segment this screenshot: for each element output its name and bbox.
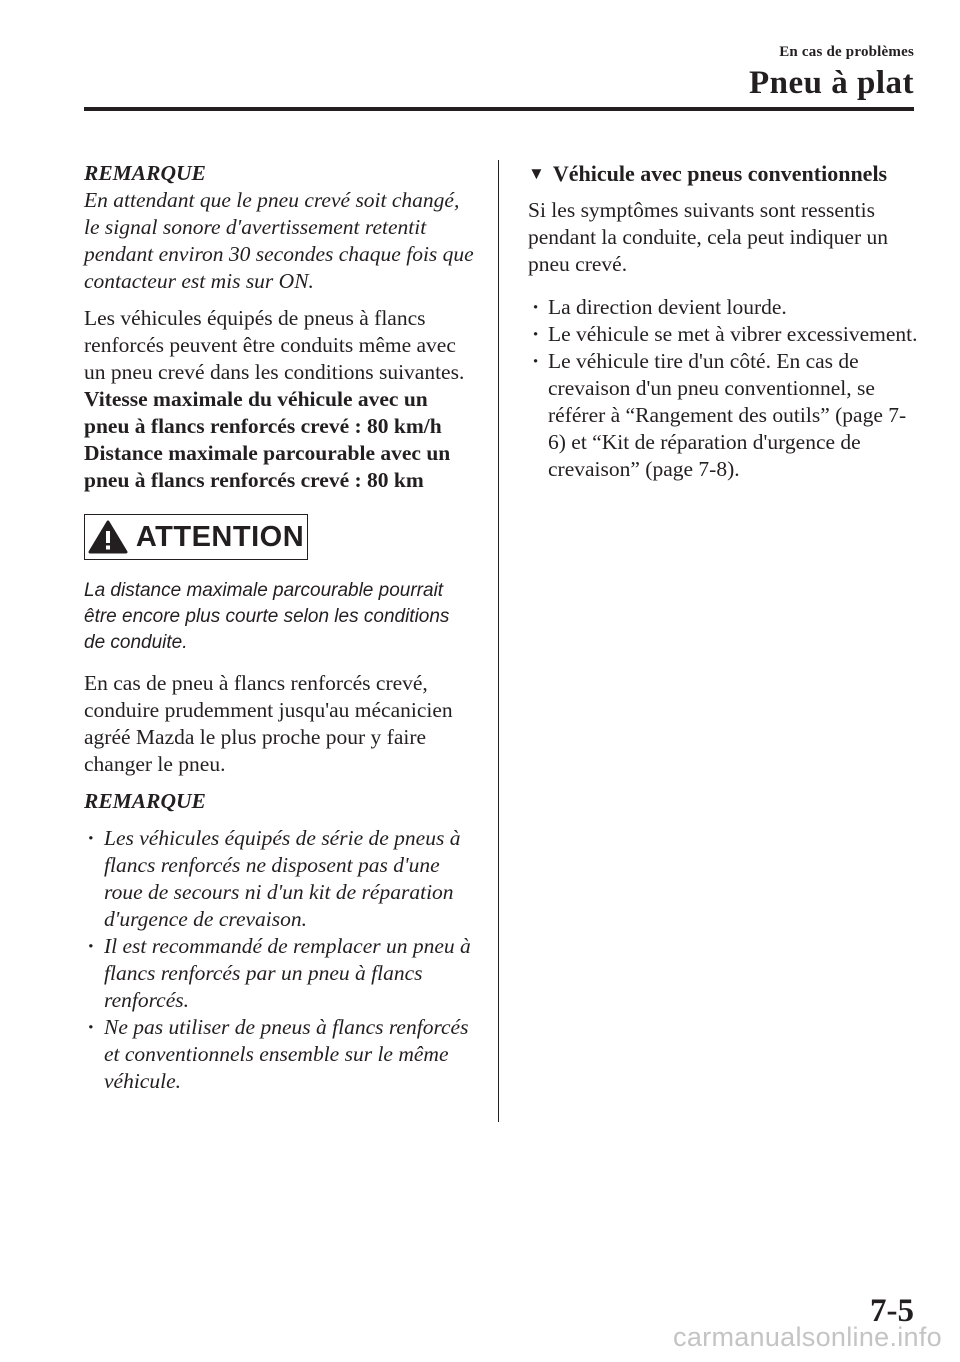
paragraph: En cas de pneu à flancs renforcés crevé, conduire prudemment jusqu'au mécanicien agréé Mazda le plus proche pour y faire changer le pneu. <box>84 671 453 776</box>
list-item: · Les véhicules équipés de série de pneus à flancs renforcés ne disposent pas d'une roue de secours ni d'un kit de réparation d'urgence de crevaison. <box>84 825 474 933</box>
remark-title: REMARQUE <box>84 161 206 185</box>
spec-distance: Distance maximale parcourable avec un pneu à flancs renforcés crevé : 80 km <box>84 441 451 492</box>
triangle-marker-icon: ▼ <box>528 164 545 183</box>
list-item: · Le véhicule tire d'un côté. En cas de crevaison d'un pneu conventionnel, se référer à “Rangement des outils” (page 7-6) et “Kit de réparation d'urgence de crevaison” (page 7-8). <box>528 348 918 483</box>
page-header <box>749 44 914 102</box>
column-divider <box>498 160 499 1122</box>
chapter-title: Pneu à plat <box>748 65 914 101</box>
page-number: 7-5 <box>870 1293 914 1329</box>
subsection-heading <box>528 160 918 187</box>
remark-list <box>84 825 474 1095</box>
paragraph: Les véhicules équipés de pneus à flancs renforcés peuvent être conduits même avec un pneu crevé dans les conditions suivantes. <box>84 306 465 384</box>
left-column <box>84 160 474 1095</box>
list-item: · Il est recommandé de remplacer un pneu à flancs renforcés par un pneu à flancs renforcés. <box>84 933 474 1014</box>
attention-text: La distance maximale parcourable pourrait être encore plus courte selon les conditions de conduite. <box>84 580 450 653</box>
remark-text: En attendant que le pneu crevé soit changé, le signal sonore d'avertissement retentit pendant environ 30 secondes chaque fois que contacteur est mis sur ON. <box>84 188 474 293</box>
section-label: En cas de problèmes <box>779 44 914 60</box>
subsection-heading-text: Véhicule avec pneus conventionnels <box>552 161 888 186</box>
warning-icon <box>88 520 128 554</box>
watermark: carmanualsonline.info <box>673 1322 942 1352</box>
list-item: · Ne pas utiliser de pneus à flancs renforcés et conventionnels ensemble sur le même véhicule. <box>84 1014 474 1095</box>
list-item: · Le véhicule se met à vibrer excessivement. <box>528 321 918 348</box>
remark-title: REMARQUE <box>84 789 206 813</box>
spec-speed: Vitesse maximale du véhicule avec un pneu à flancs renforcés crevé : 80 km/h <box>84 387 442 438</box>
attention-label: ATTENTION <box>135 520 305 553</box>
symptom-list <box>528 294 918 483</box>
attention-box <box>84 514 308 560</box>
right-column <box>528 160 918 483</box>
list-item: · La direction devient lourde. <box>528 294 918 321</box>
header-rule <box>84 107 914 111</box>
paragraph: Si les symptômes suivants sont ressentis pendant la conduite, cela peut indiquer un pneu crevé. <box>528 198 888 276</box>
